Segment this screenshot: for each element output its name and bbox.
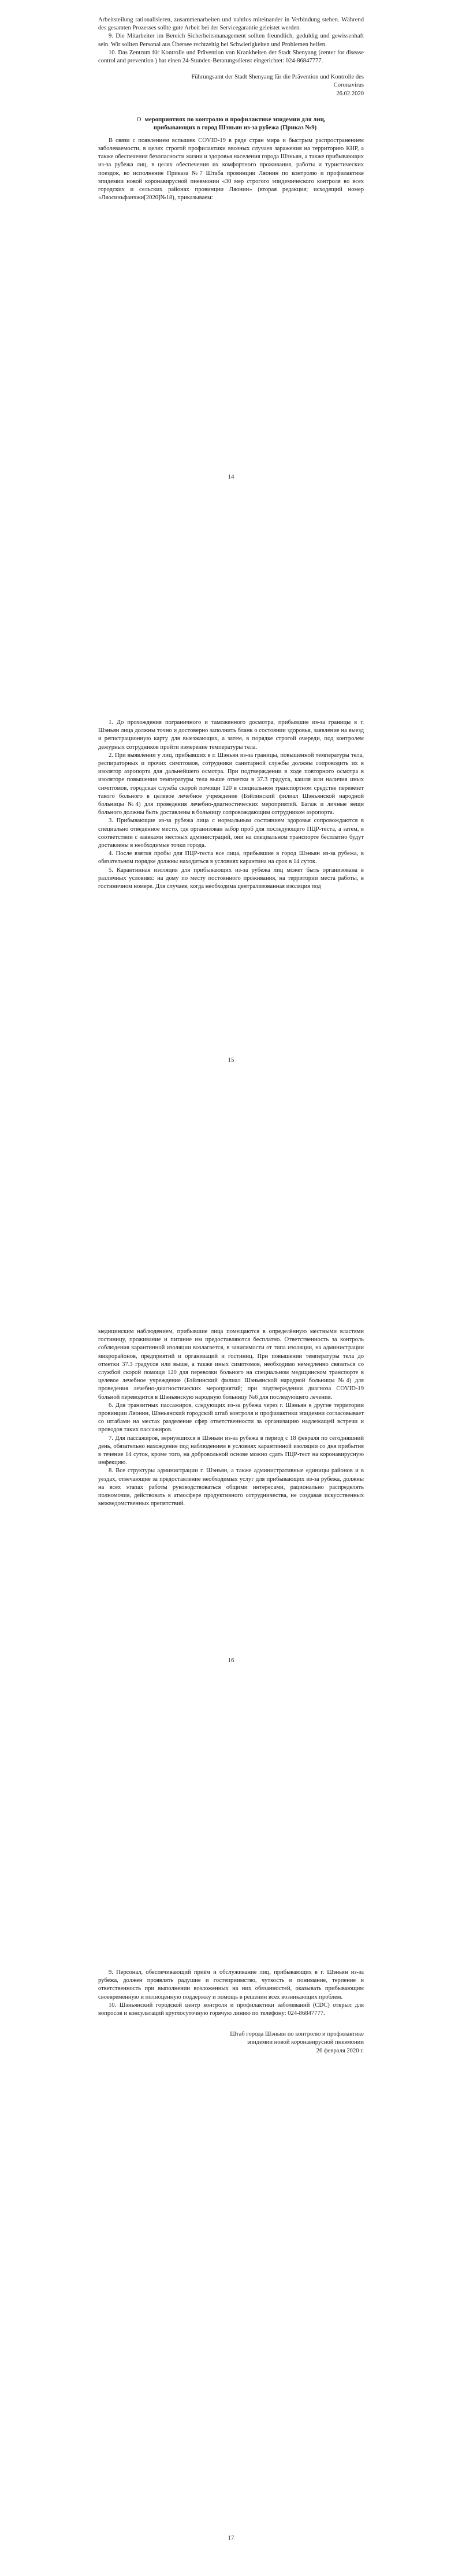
signature-date: 26.02.2020	[336, 90, 364, 97]
paragraph-item-10-de: 10. Das Zentrum für Kontrolle und Prävention von Krankheiten der Stadt Shenyang (center for disease control and prevention ) hat einen 24-Stunden-Beratungsdienst eingerichtet: 024-86847777.	[98, 49, 364, 65]
intro-paragraph: В связи с появлением вспышек COVID-19 в ряде стран мира и быстрым распространением заболеваемости, в целях строгой профилактики ввозных случаев заражения на территорию КНР, а также обеспечения безопасности жизни и здоровья населения города Шэньян, а также прибывающих из-за рубежа лиц, в целях обеспечения их комфортного проживания, работы и туристических поездок, во исполнение Приказа №7 Штаба провинции Ляонин по контролю и профилактике эпидемии новой коронавирусной пневмонии «30 мер строгого эпидемического контроля во всех городских и сельских районах провинции Ляонин» (вторая редакция; исходящий номер «Ляосиньфанчжи[2020]№18), приказываем:	[98, 137, 364, 201]
signature-authority-line1: Führungsamt der Stadt Shenyang für die Prävention und Kontrolle des	[191, 74, 364, 81]
page-15-content	[98, 719, 364, 891]
page-16-content	[98, 1328, 364, 1508]
paragraph-item-10: 10. Шэньянский городской центр контроля и профилактики заболеваний (CDC) открыл для вопросов и консультаций круглосуточную горячую линию по телефону: 024-86847777.	[98, 2002, 364, 2017]
paragraph-item-9-de: 9. Die Mitarbeiter im Bereich Sicherheitsmanagement sollten freundlich, geduldig und gewissenhaft sein. Wir sollten Personal aus Übersee rechtzeitig bei Schwierigkeiten und Problemen helfen.	[98, 33, 364, 48]
page-number: 15	[228, 1056, 234, 1063]
paragraph-item-7: 7. Для пассажиров, вернувшихся в Шэньян из-за рубежа в период с 18 февраля по сегодняшний день, обязательно нахождение под наблюдением в условиях карантинной изоляции со дня прибытия в течение 14 суток, кроме того, на добровольной основе можно сдать ПЦР-тест на коронавирусную инфекцию.	[98, 1435, 364, 1466]
paragraph-continuation: медицинским наблюдением, прибывшие лица помещаются в определённую местными властями гостиницу, проживание и питание им предоставляются бесплатно. Ответственность за контроль соблюдения карантинной изоляции возлагается, в зависимости от типа изоляции, на администрации микрорайонов, предприятий и организаций и гостиниц. При повышении температуры тела до отметки 37.3 градусов или выше, а также иных симптомов, необходимо немедленно связаться со службой скорой помощи 120 для перевозки больного на специальном медицинском транспорте в целевое лечебное учреждение (Бэйлинский филиал Шэньянской народной больницы №4) для проведения лечебно-диагностических мероприятий; при подтверждении диагноза COVID-19 больной переводится в Шэньянскую народную больницу №6 для последующего лечения.	[98, 1328, 364, 1401]
paragraph-item-9: 9. Персонал, обеспечивающий приём и обслуживание лиц, прибывающих в г. Шэньян из-за рубежа, должен проявлять радушие и гостеприимство, чуткость и понимание, терпение и ответственность при выполнении возложенных на них обязанностей, оказывать прибывающим своевременную и полноценную поддержку и помощь в решении всех возникающих проблем.	[98, 1969, 364, 2000]
page-number: 17	[228, 2534, 234, 2541]
paragraph-continuation: Arbeitsteilung rationalisieren, zusammenarbeiten und nahtlos miteinander in Verbindung stehen. Während des gesamten Prozesses sollte gute Arbeit bei der Servicegarantie geleistet werden.	[98, 17, 364, 32]
heading-bullet: O	[136, 115, 141, 123]
signature-authority-line2: Coronavirus	[333, 82, 364, 89]
paragraph-item-6: 6. Для транзитных пассажиров, следующих из-за рубежа через г. Шэньян в другие территории провинции Ляонин, Шэньянский городской штаб контроля и профилактики эпидемии согласовывает со штабами на местах разделение сфер ответственности за организацию надлежащей встречи и проводов таких пассажиров.	[98, 1402, 364, 1433]
paragraph-item-1: 1. До прохождения пограничного и таможенного досмотра, прибывшие из-за границы в г. Шэньян лица должны точно и достоверно заполнить бланк о состоянии здоровья, заявление на выезд и регистрационную карту для выезжающих, а затем, в порядке строгой очереди, под контролем дежурных сотрудников пройти измерение температуры тела.	[98, 719, 364, 751]
heading-line-2: прибывающих в город Шэньян из-за рубежа (Приказ №9)	[153, 124, 317, 132]
page-14-content	[98, 16, 364, 202]
page-number: 16	[228, 1657, 234, 1664]
paragraph-item-8: 8. Все структуры администрации г. Шэньян, а также административные единицы районов и в уездах, отвечающие за предоставление необходимых услуг для прибывающих из-за рубежа, должны на всех этапах работы руководствоваться общими интересами, рационально распределять полномочия, действовать в атмосфере продуктивного сотрудничества, не создавая искусственных межведомственных препятствий.	[98, 1468, 364, 1507]
signature-authority-line2: эпидемии новой коронавирусной пневмонии	[247, 2039, 364, 2046]
paragraph-item-5: 5. Карантинная изоляция для прибывающих из-за рубежа лиц может быть организована в различных условиях: на дому по месту постоянного проживания, на территории места работы, в гостиничном номере. Для случаев, когда необходима централизованная изоляция под	[98, 867, 364, 890]
signature-date: 26 февраля 2020 г.	[316, 2047, 364, 2054]
signature-authority-line1: Штаб города Шэньян по контролю и профилактике	[230, 2031, 364, 2038]
page-number: 14	[228, 473, 234, 480]
document-heading	[98, 115, 364, 132]
heading-line-1: мероприятиях по контролю и профилактике эпидемии для лиц,	[144, 115, 326, 123]
paragraph-item-2: 2. При выявлении у лиц, прибывших в г. Шэньян из-за границы, повышенной температуры тела, респираторных и прочих симптомов, сотрудники санитарной службы должны сопроводить их в изолятор аэропорта для дальнейшего осмотра. При подтверждении в ходе повторного осмотра в изоляторе повышения температуры тела выше отметки в 37.3 градуса, кашля или наличия иных симптомов, городская служба скорой помощи 120 в специальном транспортном средстве перевезет такого больного в целевое лечебное учреждение (Бэйлинский филиал Шэньянской народной больницы №4) для проведения лечебно-диагностических мероприятий. Багаж и личные вещи больного должны быть доставлены в больницу сопровождающим сотрудником аэропорта.	[98, 752, 364, 816]
paragraph-item-4: 4. После взятия пробы для ПЦР-теста все лица, прибывшие в город Шэньян из-за рубежа, в обязательном порядке должны находиться в условиях карантина на срок в 14 суток.	[98, 850, 364, 865]
paragraph-item-3: 3. Прибывающие из-за рубежа лица с нормальным состоянием здоровья сопровождаются в специально отведённое место, где организован забор проб для последующего ПЦР-теста, а затем, в соответствии с заявками местных администраций, они на специальном транспорте бесплатно будут доставлены в необходимые точки города.	[98, 817, 364, 849]
page-17-content	[98, 1969, 364, 2055]
